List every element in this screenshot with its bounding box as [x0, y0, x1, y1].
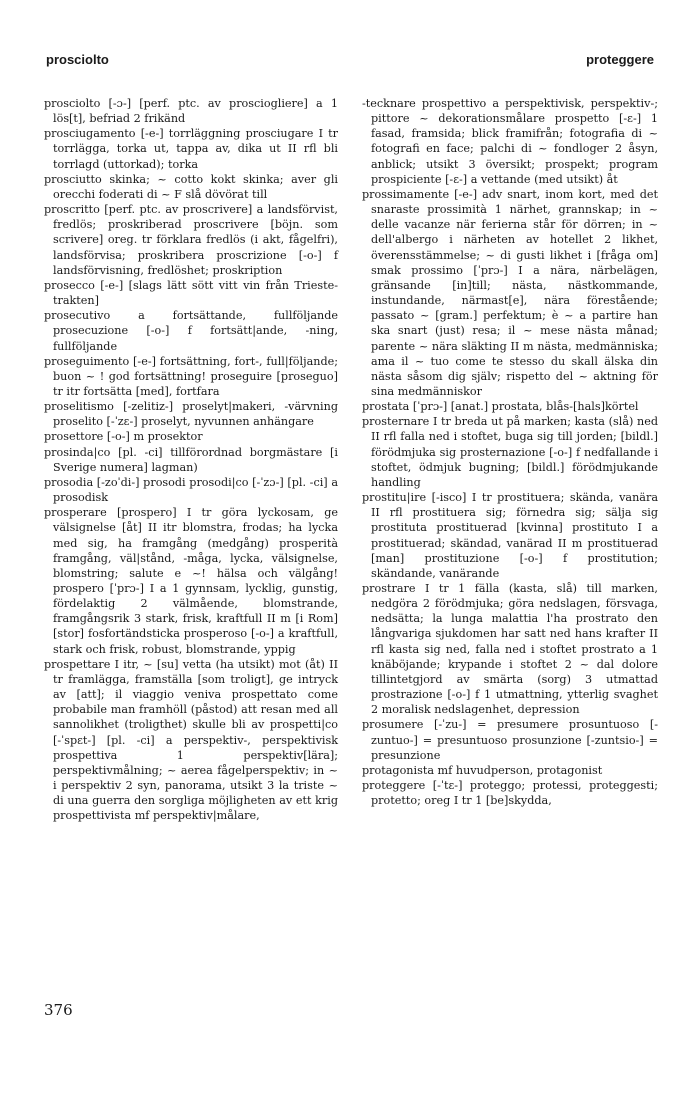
- dictionary-entry: prosecco [-e-] [slags lätt sött vitt vin från Trieste-trakten]: [44, 278, 338, 308]
- dictionary-entry: prosperare [prospero] I tr göra lyckosam, ge välsignelse [åt] II itr blomstra, frodas; ha lycka med sig, ha framgång (medgång) prosperità framgång, väl|stånd, -måga, lycka, välsignelse, blomstring; salute e ~! hälsa och välgång! prospero [ˈprɔ-] I a 1 gynnsam, lycklig, gunstig, fördelaktig 2 välmående, blomstrande, framgångsrik 3 stark, frisk, kraftfull II m [i Rom] [stor] fosfortändsticka prosperoso [-o-] a kraftfull, stark och frisk, robust, blomstrande, yppig: [44, 506, 338, 656]
- page-number: 376: [44, 1001, 73, 1019]
- dictionary-entry: proselitismo [-zelitiz-] proselyt|makeri, -värvning proselito [-ˈzɛ-] proselyt, nyvunnen anhängare: [44, 400, 338, 429]
- right-column: [362, 96, 658, 808]
- dictionary-entry: prosodia [-zoˈdi-] prosodi prosodi|co [-ˈzɔ-] [pl. -ci] a prosodisk: [44, 475, 338, 505]
- page-header: [42, 52, 654, 72]
- dictionary-entry: prosternare I tr breda ut på marken; kasta (slå) ned II rfl falla ned i stoftet, buga sig till jorden; [bildl.] förödmjuka sig prosternazione [-o-] f nedfallande i stoftet, ödmjuk bugning; [bildl.] förödmjukande handling: [362, 415, 658, 489]
- dictionary-entry: proteggere [-ˈtɛ-] proteggo; protessi, proteggesti; protetto; oreg I tr 1 [be]skydda,: [362, 779, 658, 808]
- header-last-headword: proteggere: [586, 52, 654, 67]
- dictionary-entry: prosciugamento [-e-] torrläggning prosciugare I tr torrlägga, torka ut, tappa av, dika ut II rfl bli torrlagd (uttorkad); torka: [44, 127, 338, 171]
- dictionary-entry: prosciolto [-ɔ-] [perf. ptc. av prosciogliere] a 1 lös[t], befriad 2 frikänd: [44, 97, 338, 126]
- dictionary-entry: prostitu|ire [-isco] I tr prostituera; skända, vanära II rfl prostituera sig; förnedra sig; sälja sig prostituta prostituerad [kvinna] prostituto I a prostituerad; skändad, vanärad II m prostituerad [man] prostituzione [-o-] f prostitution; skändande, vanärande: [362, 491, 658, 580]
- dictionary-entry: prosettore [-o-] m prosektor: [44, 430, 203, 444]
- dictionary-entry: prosumere [-ˈzu-] = presumere prosuntuoso [-zuntuo-] = presuntuoso prosunzione [-zuntsio-] = presunzione: [362, 718, 658, 762]
- dictionary-entry: prossimamente [-e-] adv snart, inom kort, med det snaraste prossimità 1 närhet, grannskap; in ~ delle vacanze när ferierna står för dörren; in ~ dell'albergo i närheten av hotellet 2 likhet, överensstämmelse; ~ di gusti likhet i [fråga om] smak prossimo [ˈprɔ-] I a nära, närbelägen, gränsande [in]till; nästa, nästkommande, instundande, närmast[e], nära förestående; passato ~ [gram.] perfektum; è ~ a partire han ska snart (just) resa; il ~ mese nästa månad; parente ~ nära släkting II m nästa, medmänniska; ama il ~ tuo come te stesso du skall älska din nästa såsom dig själv; rispetto del ~ aktning för sina medmänniskor: [362, 187, 658, 398]
- left-column: [44, 96, 338, 824]
- dictionary-entry: prostrare I tr 1 fälla (kasta, slå) till marken, nedgöra 2 förödmjuka; göra nedslagen, försvaga, nedsätta; la lunga malattia l'ha prostrato den långvariga sjukdomen har satt ned hans krafter II rfl kasta sig ned, falla ned i stoftet prostrato a 1 knäböjande; krypande i stoftet 2 ~ dal dolore tillintetgjord av smärta (sorg) 3 utmattad prostrazione [-o-] f 1 utmattning, ytterlig svaghet 2 moralisk nedslagenhet, depression: [362, 582, 658, 717]
- dictionary-entry: protagonista mf huvudperson, protagonist: [362, 763, 603, 777]
- dictionary-entry: prospettare I itr, ~ [su] vetta (ha utsikt) mot (åt) II tr framlägga, framställa [som troligt], ge intryck av [att]; il viaggio veniva prospettato come probabile man framhöll (påstod) att resan med all sannolikhet (troligthet) skulle bli av prospetti|co [-ˈspɛt-] [pl. -ci] a perspektiv-, perspektivisk prospettiva 1 perspektiv[lära]; perspektivmålning; ~ aerea fågelperspektiv; in ~ i perspektiv 2 syn, panorama, utsikt 3 la triste ~ di una guerra den sorgliga möjligheten av ett krig prospettivista mf perspektiv|målare,: [44, 657, 338, 823]
- dictionary-entry: prostata [ˈprɔ-] [anat.] prostata, blås-[hals]körtel: [362, 400, 639, 414]
- dictionary-entry: proscritto [perf. ptc. av proscrivere] a landsförvist, fredlös; proskriberad proscrivere [böjn. som scrivere] oreg. tr förklara fredlös (i akt, fågelfri), landsförvisa; proskribera proscrizione [-o-] f landsförvisning, fredlöshet; proskription: [44, 203, 338, 277]
- dictionary-entry: prosciutto skinka; ~ cotto kokt skinka; aver gli orecchi foderati di ~ F slå dövörat till: [44, 172, 338, 201]
- header-first-headword: prosciolto: [46, 52, 109, 67]
- dictionary-entry: -tecknare prospettivo a perspektivisk, perspektiv-; pittore ~ dekorationsmålare prospetto [-ɛ-] 1 fasad, framsida; blick framifrån; fotografia di ~ fotografi en face; palchi di ~ fondloger 2 åsyn, anblick; utsikt 3 översikt; prospekt; program prospiciente [-ɛ-] a vettande (med utsikt) åt: [362, 97, 658, 186]
- dictionary-entry: prosinda|co [pl. -ci] tillförordnad borgmästare [i Sverige numera] lagman): [44, 445, 338, 474]
- dictionary-entry: prosecutivo a fortsättande, fullföljande prosecuzione [-o-] f fortsätt|ande, -ning, fullföljande: [44, 309, 338, 353]
- dictionary-entry: proseguimento [-e-] fortsättning, fort-, full|följande; buon ~ ! god fortsättning! proseguire [proseguo] tr itr fortsätta [med], fortfara: [44, 354, 338, 398]
